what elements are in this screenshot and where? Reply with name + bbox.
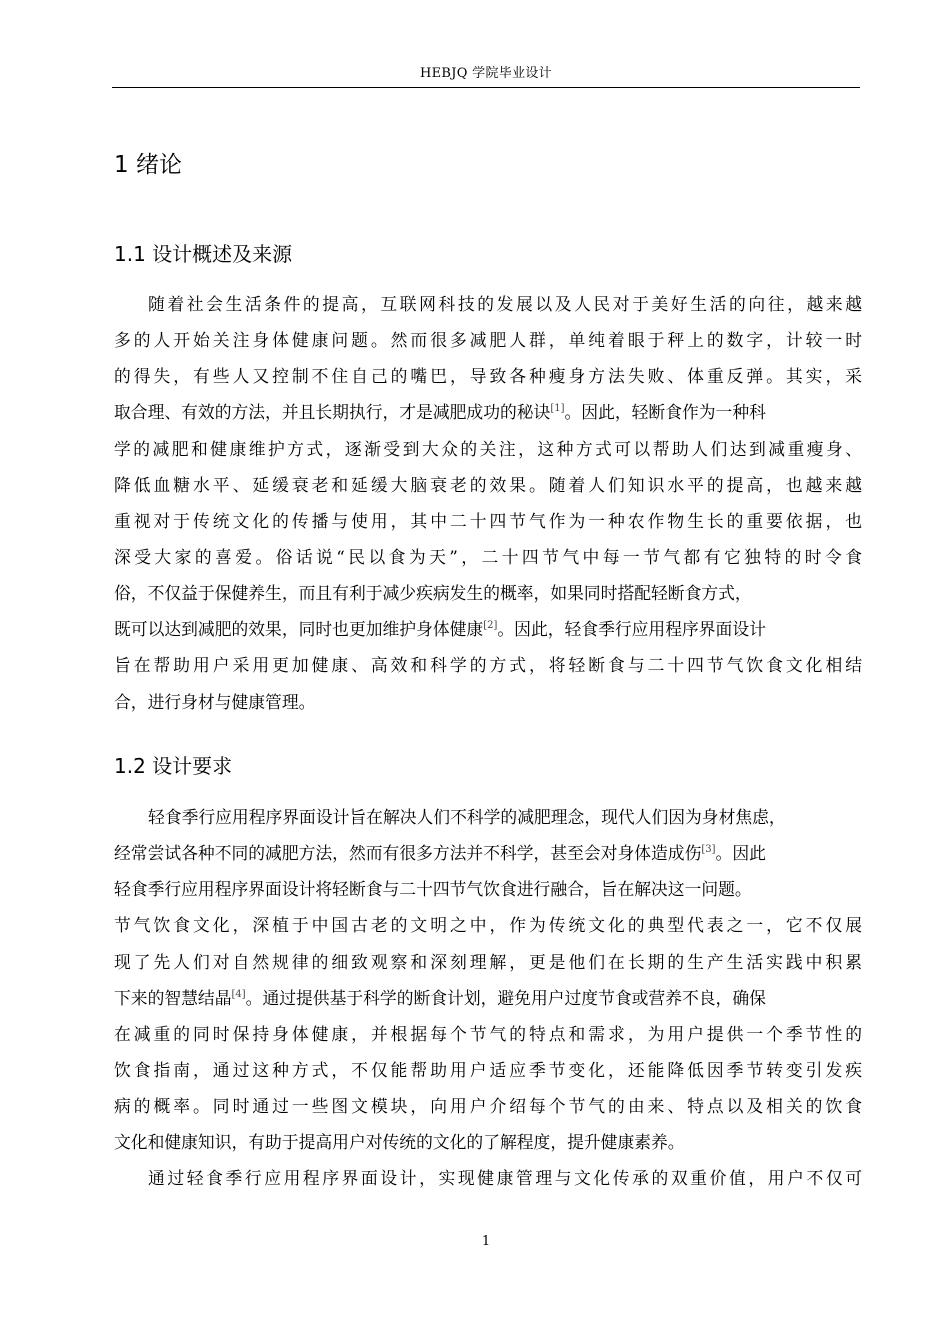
- citation-ref: [2]: [483, 620, 498, 632]
- text-line: [114, 980, 862, 1016]
- page-number: 1: [481, 1234, 491, 1249]
- text-line: 旨在帮助用户采用更加健康、高效和科学的方式，将轻断食与二十四节气饮食文化相结: [114, 655, 862, 676]
- text-line: 多的人开始关注身体健康问题。然而很多减肥人群，单纯着眼于秤上的数字，计较一时: [114, 330, 862, 351]
- text-segment: 。因此，轻断食作为一种科: [564, 402, 766, 423]
- text-line: 在减重的同时保持身体健康，并根据每个节气的特点和需求，为用户提供一个季节性的: [114, 1023, 862, 1044]
- text-line: 随着社会生活条件的提高，互联网科技的发展以及人民对于美好生活的向往，越来越: [148, 294, 862, 314]
- text-line: 节气饮食文化，深植于中国古老的文明之中，作为传统文化的典型代表之一，它不仅展: [114, 915, 862, 936]
- text-line: 现了先人们对自然规律的细致观察和深刻理解，更是他们在长期的生产生活实践中积累: [114, 951, 862, 972]
- chapter-heading: 1 绪论: [114, 152, 182, 178]
- text-line: [114, 611, 862, 647]
- text-segment: 取合理、有效的方法，并且长期执行，才是减肥成功的秘诀: [114, 402, 551, 423]
- text-line: [114, 394, 862, 430]
- text-line: 降低血糖水平、延缓衰老和延缓大脑衰老的效果。随着人们知识水平的提高，也越来越: [114, 474, 862, 495]
- text-line: 深受大家的喜爱。俗话说“民以食为天”，二十四节气中每一节气都有它独特的时令食: [114, 546, 862, 567]
- section-heading-1-2: 1.2 设计要求: [114, 754, 233, 778]
- text-line: 合，进行身材与健康管理。: [114, 691, 316, 712]
- section-1-1-paragraph: [114, 286, 862, 720]
- text-line: 饮食指南，通过这种方式，不仅能帮助用户适应季节变化，还能降低因季节转变引发疾: [114, 1059, 862, 1080]
- text-segment: 。通过提供基于科学的断食计划，避免用户过度节食或营养不良，确保: [245, 987, 766, 1008]
- text-segment: 既可以达到减肥的效果，同时也更加维护身体健康: [114, 619, 484, 640]
- text-line: 轻食季行应用程序界面设计旨在解决人们不科学的减肥理念，现代人们因为身材焦虑，: [148, 807, 786, 827]
- text-segment: 。因此: [715, 843, 766, 864]
- section-1-2-paragraph: [114, 799, 862, 1197]
- text-line: 重视对于传统文化的传播与使用，其中二十四节气作为一种农作物生长的重要依据，也: [114, 510, 862, 531]
- text-segment: 经常尝试各种不同的减肥方法，然而有很多方法并不科学，甚至会对身体造成伤: [114, 843, 702, 864]
- header-divider: [112, 87, 860, 88]
- text-line: 的得失，有些人又控制不住自己的嘴巴，导致各种瘦身方法失败、体重反弹。其实，采: [114, 366, 862, 387]
- text-line: 病的概率。同时通过一些图文模块，向用户介绍每个节气的由来、特点以及相关的饮食: [114, 1096, 862, 1117]
- text-line: 通过轻食季行应用程序界面设计，实现健康管理与文化传承的双重价值，用户不仅可: [148, 1168, 862, 1189]
- text-line: [114, 835, 862, 871]
- citation-ref: [3]: [701, 844, 716, 856]
- section-heading-1-1: 1.1 设计概述及来源: [114, 242, 293, 266]
- text-line: 轻食季行应用程序界面设计将轻断食与二十四节气饮食进行融合，旨在解决这一问题。: [114, 879, 752, 900]
- text-line: 文化和健康知识，有助于提高用户对传统的文化的了解程度，提升健康素养。: [114, 1132, 685, 1153]
- text-segment: 下来的智慧结晶: [114, 987, 232, 1008]
- running-header: HEBJQ 学院毕业设计: [420, 66, 552, 81]
- text-line: 学的减肥和健康维护方式，逐渐受到大众的关注，这种方式可以帮助人们达到减重瘦身、: [114, 438, 862, 459]
- citation-ref: [4]: [231, 988, 246, 1000]
- text-segment: 。因此，轻食季行应用程序界面设计: [497, 619, 766, 640]
- citation-ref: [1]: [550, 403, 565, 415]
- text-line: 俗，不仅益于保健养生，而且有利于减少疾病发生的概率，如果同时搭配轻断食方式，: [114, 583, 752, 604]
